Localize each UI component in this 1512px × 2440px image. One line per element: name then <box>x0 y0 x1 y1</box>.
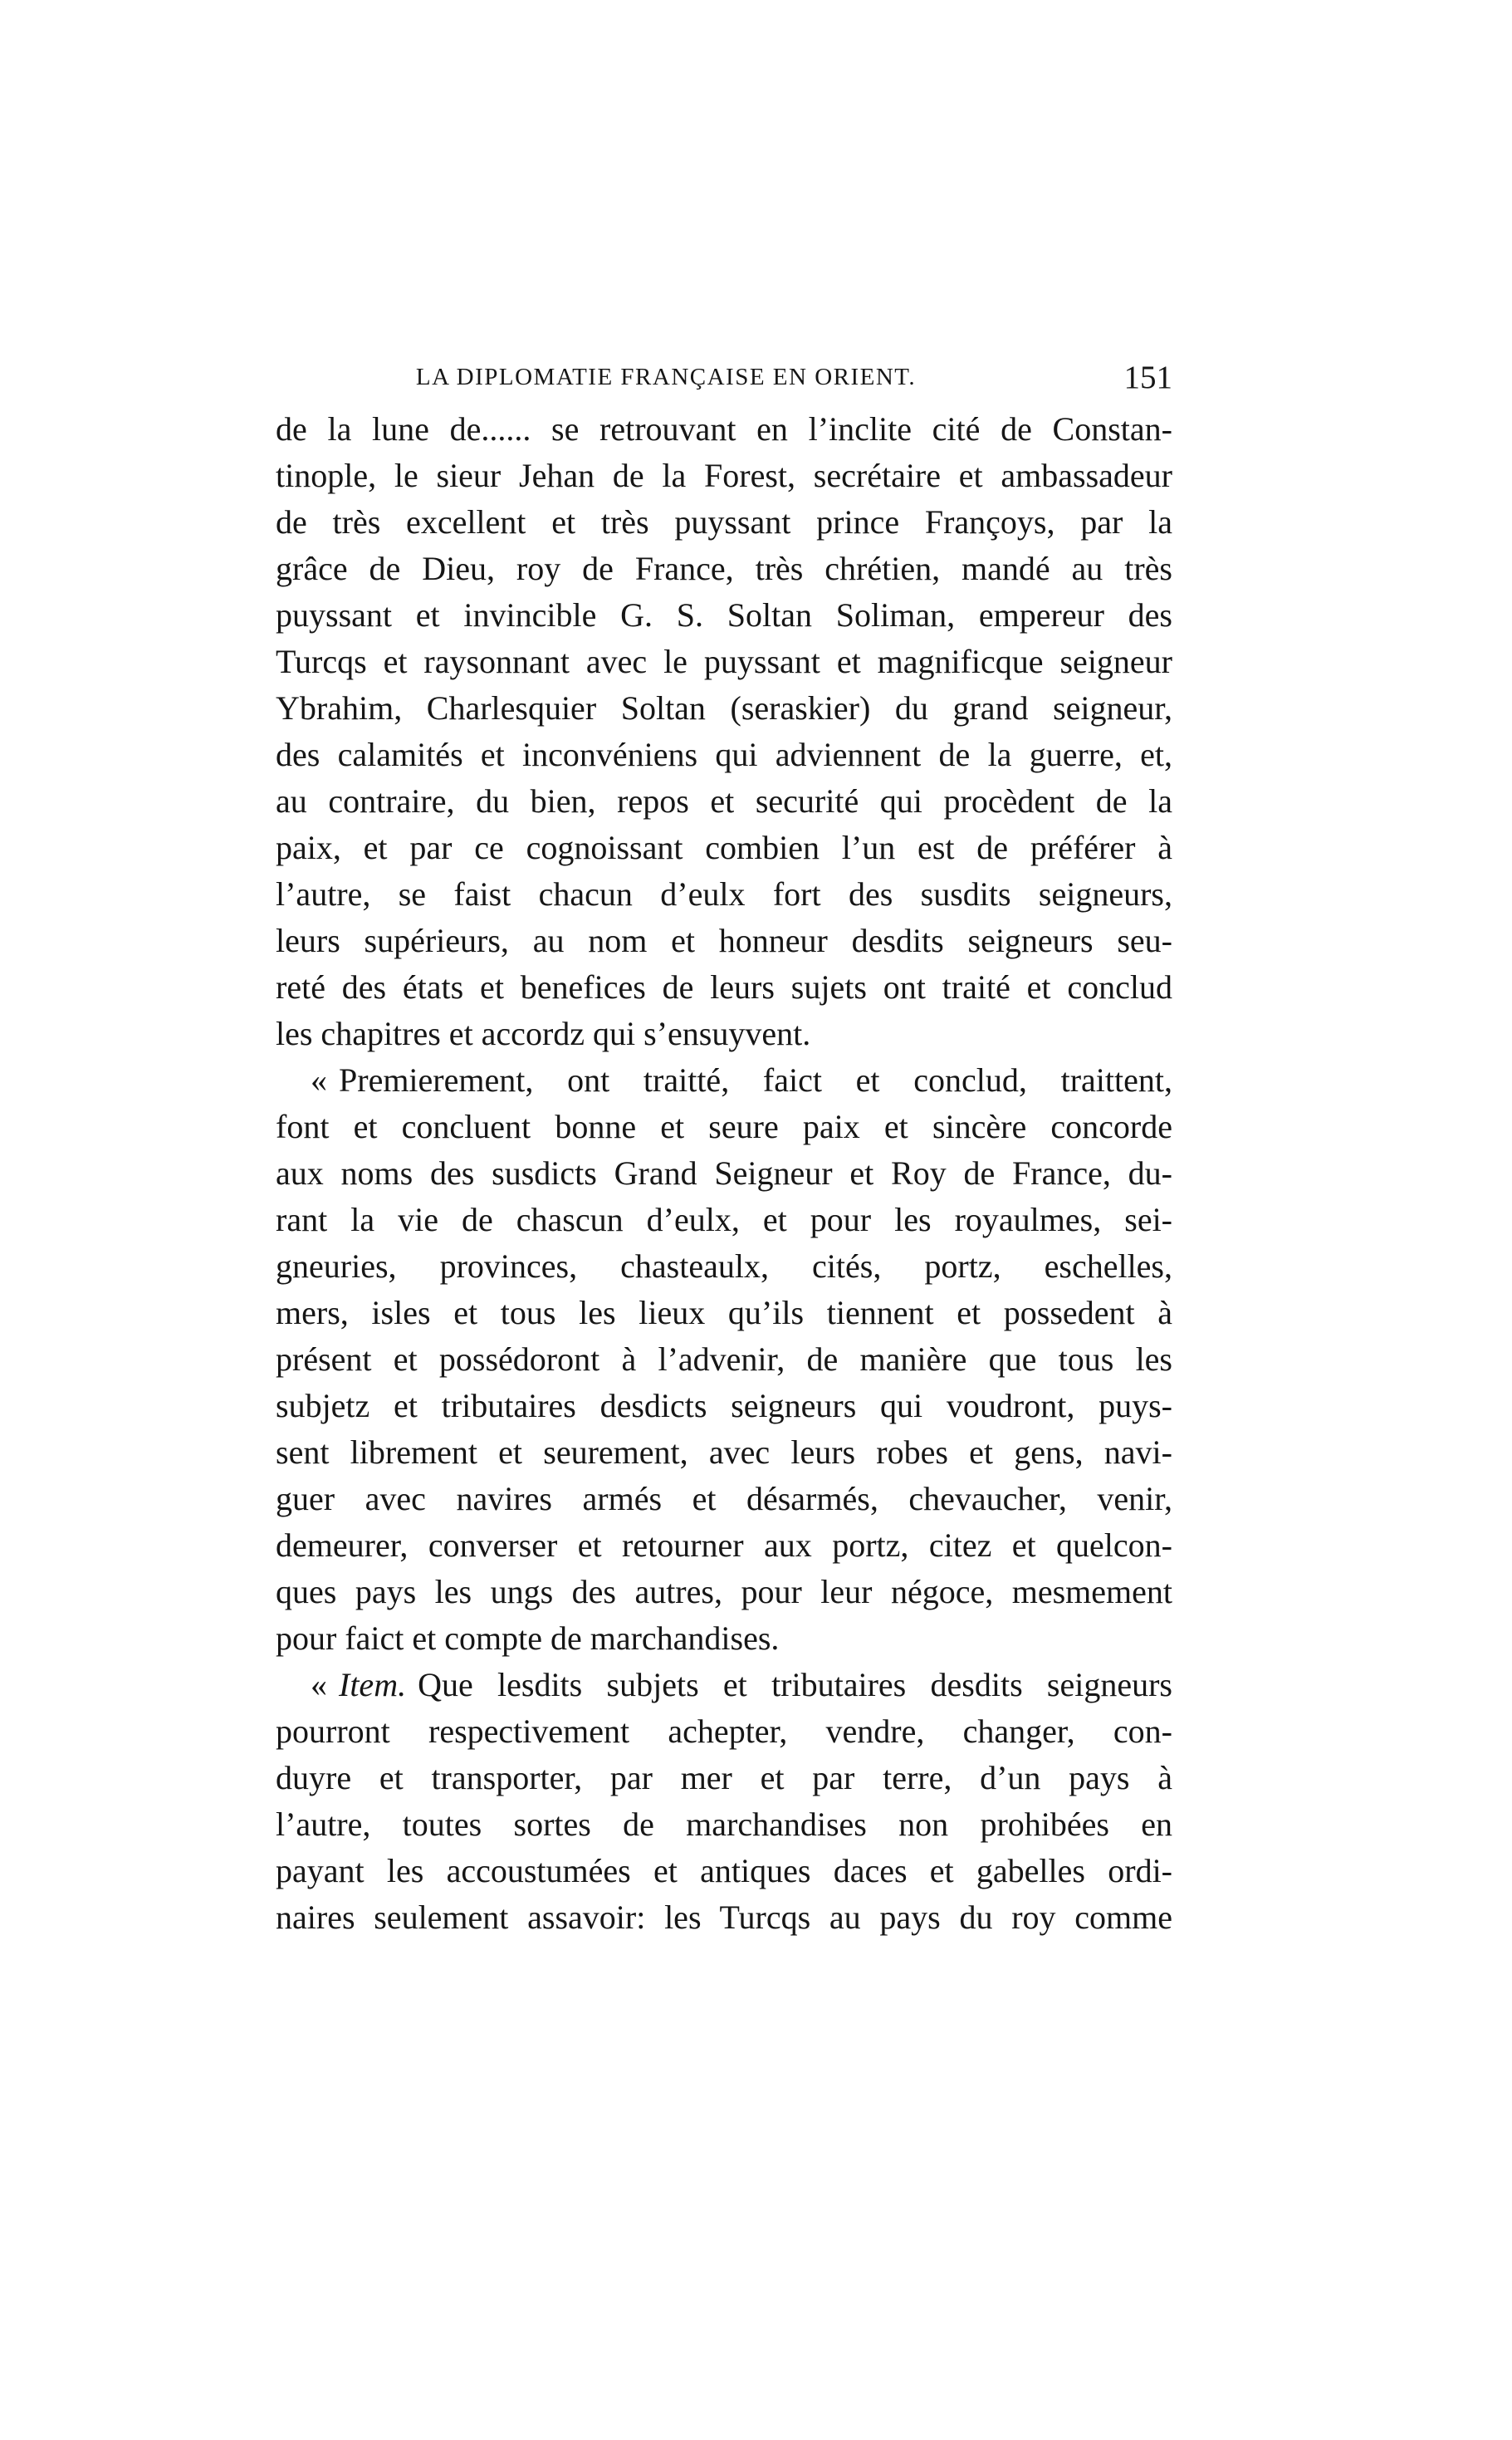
text-line: Turcqs et raysonnant avec le puyssant et magnificque seigneur <box>276 643 1172 680</box>
text-line: subjetz et tributaires desdicts seigneurs qui voudront, puys- <box>276 1387 1172 1424</box>
text-line: paix, et par ce cognoissant combien l’un est de préférer à <box>276 829 1172 866</box>
text-line: leurs supérieurs, au nom et honneur desdits seigneurs seu- <box>276 922 1172 959</box>
text-line: l’autre, toutes sortes de marchandises non prohibées en <box>276 1806 1172 1843</box>
text-line: l’autre, se faist chacun d’eulx fort des susdits seigneurs, <box>276 875 1172 913</box>
text-line: tinople, le sieur Jehan de la Forest, secrétaire et ambassadeur <box>276 457 1172 494</box>
text-line-content: Premierement, ont traitté, faict et conclud, traittent, <box>339 1061 1172 1099</box>
running-title: LA DIPLOMATIE FRANÇAISE EN ORIENT. <box>415 364 917 390</box>
text-line: demeurer, converser et retourner aux portz, citez et quelcon- <box>276 1526 1172 1564</box>
text-line: pour faict et compte de marchandises. <box>276 1619 780 1657</box>
text-line: sent librement et seurement, avec leurs robes et gens, navi- <box>276 1433 1172 1471</box>
text-line: Ybrahim, Charlesquier Soltan (seraskier) du grand seigneur, <box>276 689 1172 727</box>
text-line: grâce de Dieu, roy de France, très chrétien, mandé au très <box>276 550 1172 587</box>
text-line: présent et possédoront à l’advenir, de manière que tous les <box>276 1340 1172 1378</box>
text-line: gneuries, provinces, chasteaulx, cités, portz, eschelles, <box>276 1247 1172 1285</box>
text-line: aux noms des susdicts Grand Seigneur et Roy de France, du- <box>276 1154 1172 1192</box>
body-text <box>276 406 1172 1941</box>
text-line: rant la vie de chascun d’eulx, et pour les royaulmes, sei- <box>276 1201 1172 1238</box>
text-line: payant les accoustumées et antiques daces et gabelles ordi- <box>276 1852 1172 1889</box>
text-line: mers, isles et tous les lieux qu’ils tiennent et possedent à <box>276 1294 1172 1331</box>
text-line: pourront respectivement achepter, vendre, changer, con- <box>276 1712 1172 1750</box>
text-line: de la lune de...... se retrouvant en l’inclite cité de Constan- <box>276 410 1172 448</box>
text-line: au contraire, du bien, repos et securité qui procèdent de la <box>276 782 1172 820</box>
running-head <box>276 359 1172 400</box>
text-line: des calamités et inconvéniens qui adviennent de la guerre, et, <box>276 736 1172 773</box>
text-line <box>276 1662 1172 1708</box>
text-line: reté des états et benefices de leurs sujets ont traité et conclud <box>276 968 1172 1006</box>
text-line: duyre et transporter, par mer et par terre, d’un pays à <box>276 1759 1172 1796</box>
text-line: font et concluent bonne et seure paix et sincère concorde <box>276 1108 1172 1145</box>
text-line: naires seulement assavoir: les Turcqs au pays du roy comme <box>276 1899 1172 1936</box>
quote-mark: « <box>311 1061 327 1099</box>
text-line: puyssant et invincible G. S. Soltan Soliman, empereur des <box>276 596 1172 634</box>
text-line: ques pays les ungs des autres, pour leur négoce, mesmement <box>276 1573 1172 1610</box>
quote-mark: « <box>311 1666 327 1703</box>
text-line: guer avec navires armés et désarmés, chevaucher, venir, <box>276 1480 1172 1517</box>
page-number: 151 <box>1123 360 1172 395</box>
text-line <box>276 1057 1172 1104</box>
text-line: de très excellent et très puyssant prince Françoys, par la <box>276 503 1172 541</box>
text-line: les chapitres et accordz qui s’ensuyvent. <box>276 1015 811 1052</box>
text-line-content: Que lesdits subjets et tributaires desdits seigneurs <box>418 1666 1172 1703</box>
italic-term: Item. <box>339 1666 407 1703</box>
